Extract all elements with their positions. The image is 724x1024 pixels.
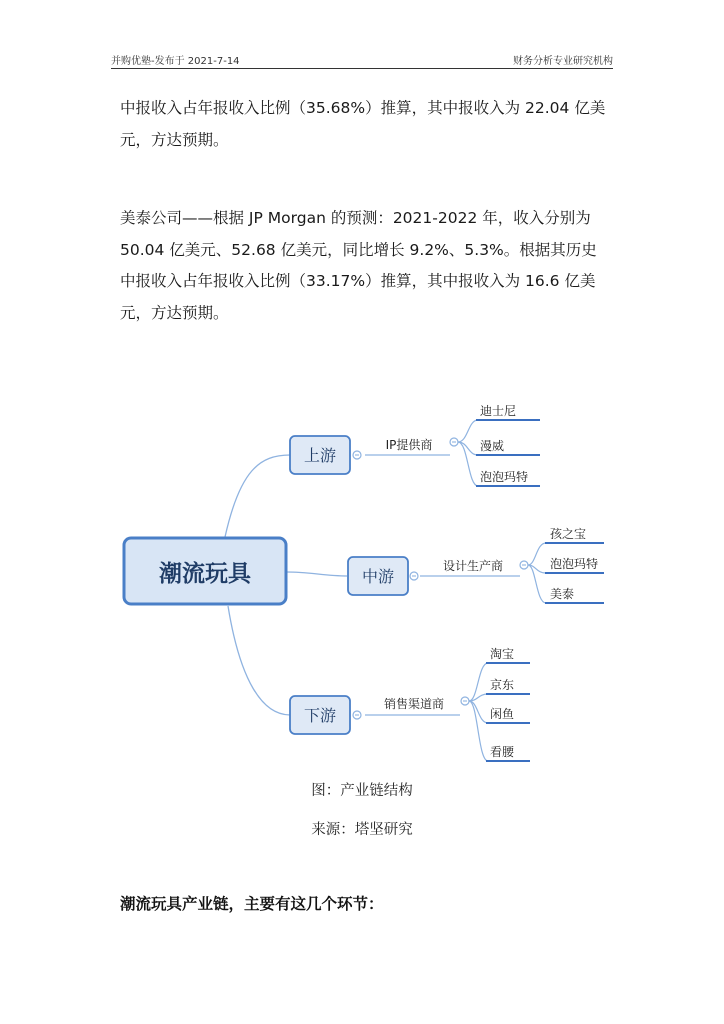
header-org: 财务分析专业研究机构 [513, 56, 613, 67]
leaf-label: 孩之宝 [550, 527, 587, 541]
figure-caption: 图：产业链结构 [311, 783, 413, 799]
header-divider [111, 68, 613, 69]
leaf-label: 迪士尼 [480, 404, 517, 418]
category-label-designer: 设计生产商 [442, 559, 504, 573]
root-label: 潮流玩具 [159, 561, 251, 587]
header-source: 并购优塾-发布于 2021-7-14 [111, 56, 240, 67]
section-lead-text: 潮流玩具产业链，主要有这几个环节： [120, 895, 384, 913]
stage-label-downstream: 下游 [303, 706, 337, 725]
leaf-label: 闲鱼 [490, 707, 515, 721]
page-header [111, 52, 613, 68]
category-label-ip-provider: IP提供商 [385, 438, 433, 452]
paragraph-interim-revenue: 中报收入占年报收入比例（35.68%）推算，其中报收入为 22.04 亿美元，方达预期。 [120, 99, 606, 149]
leaf-label: 漫威 [480, 439, 505, 453]
leaf-label: 美泰 [550, 587, 575, 601]
leaf-label: 泡泡玛特 [480, 470, 529, 484]
leaf-label: 京东 [490, 678, 515, 692]
category-label-channel: 销售渠道商 [383, 697, 445, 711]
leaf-label: 看腰 [490, 745, 515, 759]
source-caption: 来源：塔坚研究 [311, 822, 413, 838]
stage-label-midstream: 中游 [361, 567, 395, 586]
industry-chain-mindmap [0, 380, 724, 780]
leaf-label: 泡泡玛特 [550, 557, 599, 571]
leaf-label: 淘宝 [490, 647, 515, 661]
paragraph-mattel: 美泰公司——根据 JP Morgan 的预测：2021-2022 年，收入分别为 50.04 亿美元、52.68 亿美元，同比增长 9.2%、5.3%。根据其历史中报收入占年报收入比例（33.17%）推算，其中报收入为 16.6 亿美元，方达预期。 [120, 209, 597, 322]
stage-label-upstream: 上游 [303, 446, 337, 465]
